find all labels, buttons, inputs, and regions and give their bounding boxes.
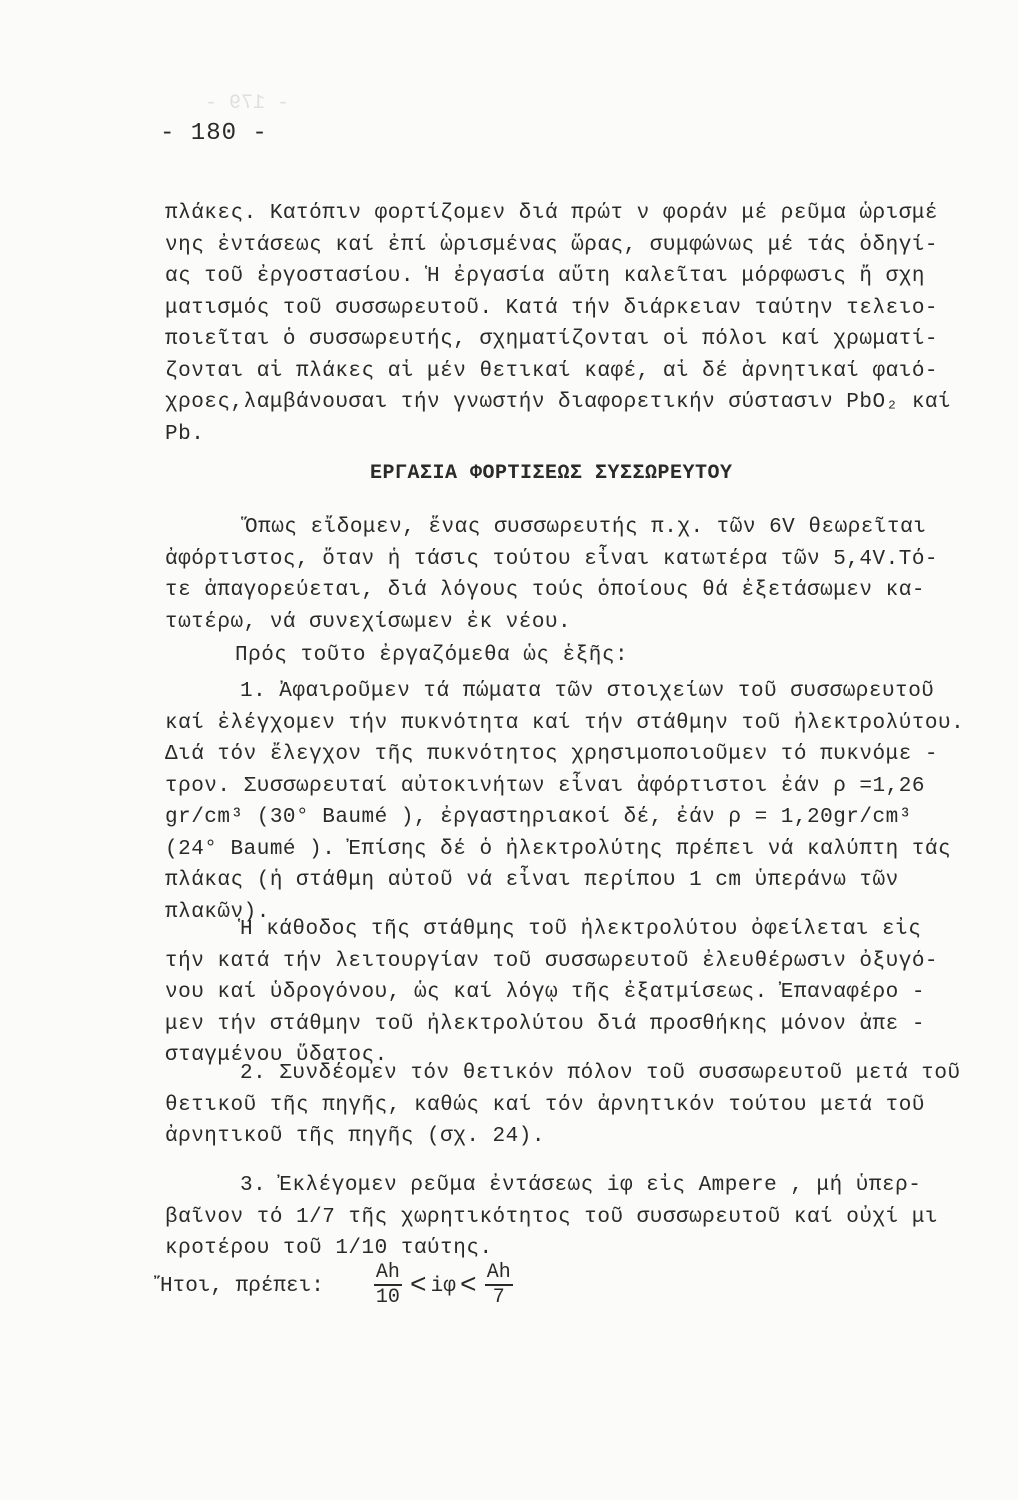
paragraph-discharged: Ὅπως εἴδομεν, ἕνας συσσωρευτής π.χ. τῶν 6V θεωρεῖται ἀφόρτιστος, ὅταν ἡ τάσις τούτου εἶναι κατωτέρα τῶν 5,4V.Τό- τε ἀπαγορεύεται, διά λόγους τούς ὁποίους θά ἐξετάσωμεν κα- τωτέρω, νά συνεχίσωμεν ἐκ νέου. bbox=[165, 516, 939, 634]
paragraph-electrolyte-level: Ἡ κάθοδος τῆς στάθμης τοῦ ἠλεκτρολύτου ὀφείλεται εἰς τήν κατά τήν λειτουργίαν τοῦ συσσωρευτοῦ ἐλευθέρωσιν ὀξυγό- νου καί ὑδρογόνου, ὡς καί λόγῳ τῆς ἐξατμίσεως. Ἐπαναφέρο - μεν τήν στάθμην τοῦ ἠλεκτρολύτου διά προσθήκης μόνον ἀπε - σταγμένου ὕδατος. bbox=[165, 918, 939, 1067]
list-item-1: 1. Ἀφαιροῦμεν τά πώματα τῶν στοιχείων τοῦ συσσωρευτοῦ καί ἐλέγχομεν τήν πυκνότητα καί τήν στάθμην τοῦ ἠλεκτρολύτου. Διά τόν ἔλεγχον τῆς πυκνότητος χρησιμοποιοῦμεν τό πυκνόμε - τρον. Συσσωρευταί αὐτοκινήτων εἶναι ἀφόρτιστοι ἐάν ρ =1,26 gr/cm³ (30° Baumé ), ἐργαστηριακοί δέ, ἐάν ρ = 1,20gr/cm³ (24° Baumé ). Ἐπίσης δέ ὁ ἠλεκτρολύτης πρέπει νά καλύπτη τάς πλάκας (ἡ στάθμη αὐτοῦ νά εἶναι περίπου 1 cm ὑπεράνω τῶν πλακῶν). bbox=[165, 680, 965, 924]
fraction-numerator: Ah bbox=[486, 1261, 511, 1284]
less-than-symbol: < bbox=[459, 1270, 477, 1302]
current-inequality-formula bbox=[160, 1262, 519, 1310]
paragraph-procedure-intro: Πρός τοῦτο ἐργαζόμεθα ὡς ἑξῆς: bbox=[235, 644, 629, 667]
list-item-3: 3. Ἐκλέγομεν ρεῦμα ἐντάσεως iφ εἰς Ampere , μή ὑπερ- βαῖνον τό 1/7 τῆς χωρητικότητος τοῦ συσσωρευτοῦ καί οὐχί μι κροτέρου τοῦ 1/10 ταύτης. bbox=[165, 1174, 939, 1260]
fraction-denominator: 10 bbox=[375, 1286, 400, 1309]
fraction-ah-7 bbox=[485, 1262, 513, 1310]
less-than-symbol: < bbox=[409, 1270, 427, 1302]
fraction-denominator: 7 bbox=[492, 1286, 505, 1309]
bleed-through-page-number: - 179 - bbox=[205, 92, 290, 115]
fraction-ah-10 bbox=[374, 1262, 402, 1310]
section-title: ΕΡΓΑΣΙΑ ΦΟΡΤΙΣΕΩΣ ΣΥΣΣΩΡΕΥΤΟΥ bbox=[370, 462, 733, 485]
page-number: - 180 - bbox=[160, 120, 268, 147]
paragraph-forming: πλάκες. Κατόπιν φορτίζομεν διά πρώτ ν φοράν μέ ρεῦμα ὡρισμέ νης ἐντάσεως καί ἐπί ὡρισμένας ὥρας, συμφώνως μέ τάς ὁδηγί- ας τοῦ ἐργοστασίου. Ἡ ἐργασία αὕτη καλεῖται μόρφωσις ἤ σχη ματισμός τοῦ συσσωρευτοῦ. Κατά τήν διάρκειαν ταύτην τελειο- ποιεῖται ὁ συσσωρευτής, σχηματίζονται οἱ πόλοι καί χρωματί- ζονται αἱ πλάκες αἱ μέν θετικαί καφέ, αἱ δέ ἀρνητικαί φαιό- χροες,λαμβάνουσαι τήν γνωστήν διαφορετικήν σύστασιν PbO₂ καί Pb. bbox=[165, 202, 952, 446]
charging-current-symbol: iφ bbox=[430, 1274, 456, 1298]
fraction-numerator: Ah bbox=[375, 1261, 400, 1284]
formula-lead: Ἤτοι, πρέπει: bbox=[160, 1274, 324, 1298]
list-item-2: 2. Συνδέομεν τόν θετικόν πόλον τοῦ συσσωρευτοῦ μετά τοῦ θετικοῦ τῆς πηγῆς, καθώς καί τόν ἀρνητικόν τούτου μετά τοῦ ἀρνητικοῦ τῆς πηγῆς (σχ. 24). bbox=[165, 1062, 961, 1148]
